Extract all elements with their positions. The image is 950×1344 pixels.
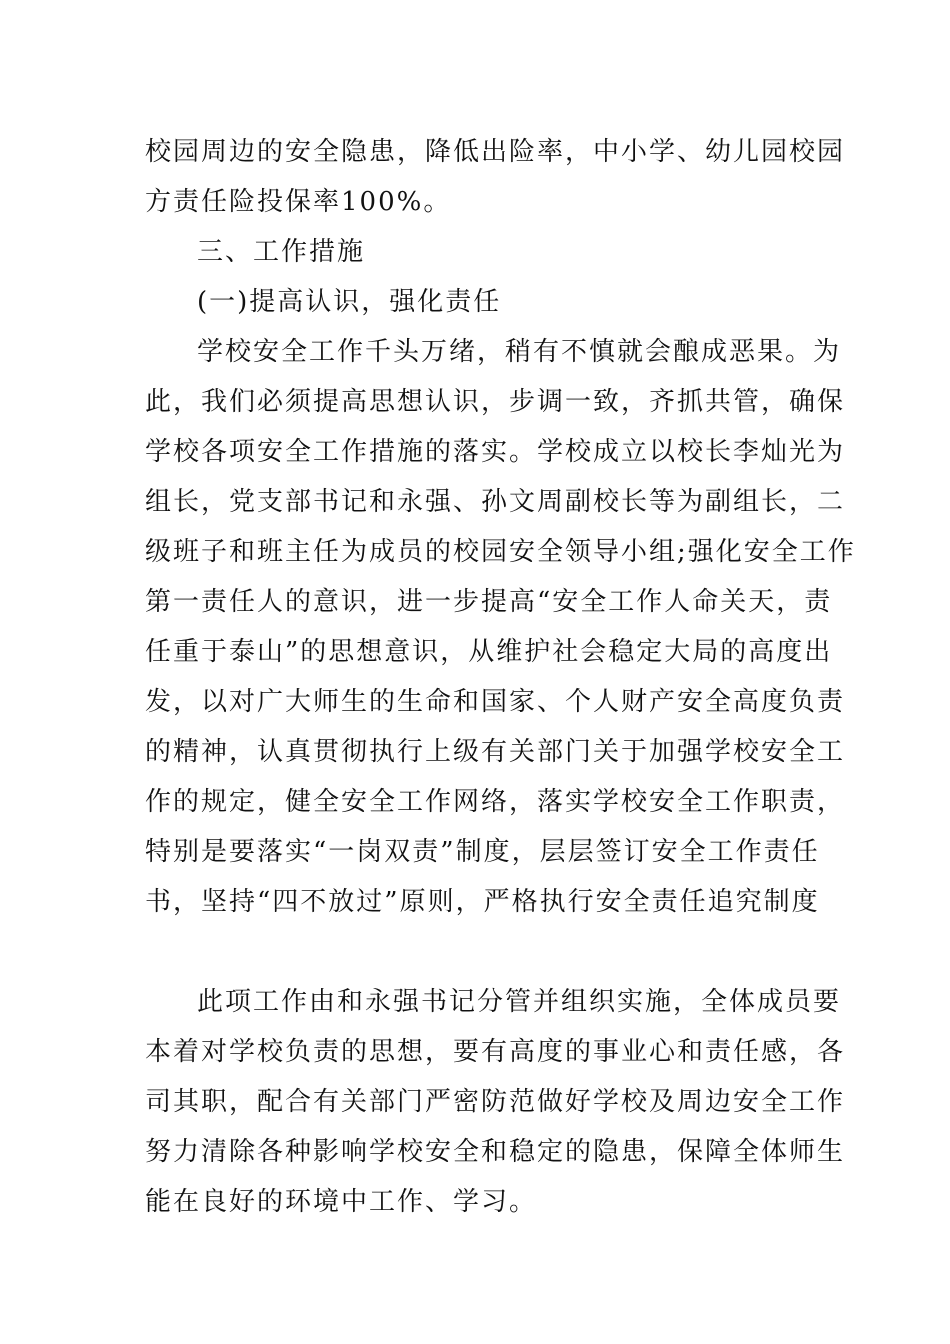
text-line: 作的规定，健全安全工作网络，落实学校安全工作职责， xyxy=(145,787,846,817)
text-line: 校园周边的安全隐患，降低出险率，中小学、幼儿园校园 xyxy=(145,137,846,167)
text-block-measures xyxy=(145,127,856,927)
text-line: 书，坚持“四不放过”原则，严格执行安全责任追究制度 xyxy=(145,887,820,917)
subsection-heading: (一)提高认识，强化责任 xyxy=(197,287,502,317)
text-line: 方责任险投保率100%。 xyxy=(145,187,452,217)
text-line: 学校各项安全工作措施的落实。学校成立以校长李灿光为 xyxy=(145,437,846,467)
text-line: 第一责任人的意识，进一步提高“安全工作人命关天，责 xyxy=(145,587,833,617)
text-line: 组长，党支部书记和永强、孙文周副校长等为副组长，二 xyxy=(145,487,846,517)
text-line: 级班子和班主任为成员的校园安全领导小组;强化安全工作 xyxy=(145,537,856,567)
text-block-implementation xyxy=(145,977,846,1227)
text-line: 能在良好的环境中工作、学习。 xyxy=(145,1187,538,1217)
text-line: 的精神，认真贯彻执行上级有关部门关于加强学校安全工 xyxy=(145,737,846,767)
text-line: 任重于泰山”的思想意识，从维护社会稳定大局的高度出 xyxy=(145,637,833,667)
text-line: 司其职，配合有关部门严密防范做好学校及周边安全工作 xyxy=(145,1087,846,1117)
text-line: 此项工作由和永强书记分管并组织实施，全体成员要 xyxy=(197,987,842,1017)
text-line: 学校安全工作千头万绪，稍有不慎就会酿成恶果。为 xyxy=(197,337,842,367)
text-line: 此，我们必须提高思想认识，步调一致，齐抓共管，确保 xyxy=(145,387,846,417)
text-line: 本着对学校负责的思想，要有高度的事业心和责任感，各 xyxy=(145,1037,846,1067)
text-line: 努力清除各种影响学校安全和稳定的隐患，保障全体师生 xyxy=(145,1137,846,1167)
section-heading: 三、工作措施 xyxy=(197,237,366,267)
text-line: 发，以对广大师生的生命和国家、个人财产安全高度负责 xyxy=(145,687,846,717)
text-line: 特别是要落实“一岗双责”制度，层层签订安全工作责任 xyxy=(145,837,820,867)
